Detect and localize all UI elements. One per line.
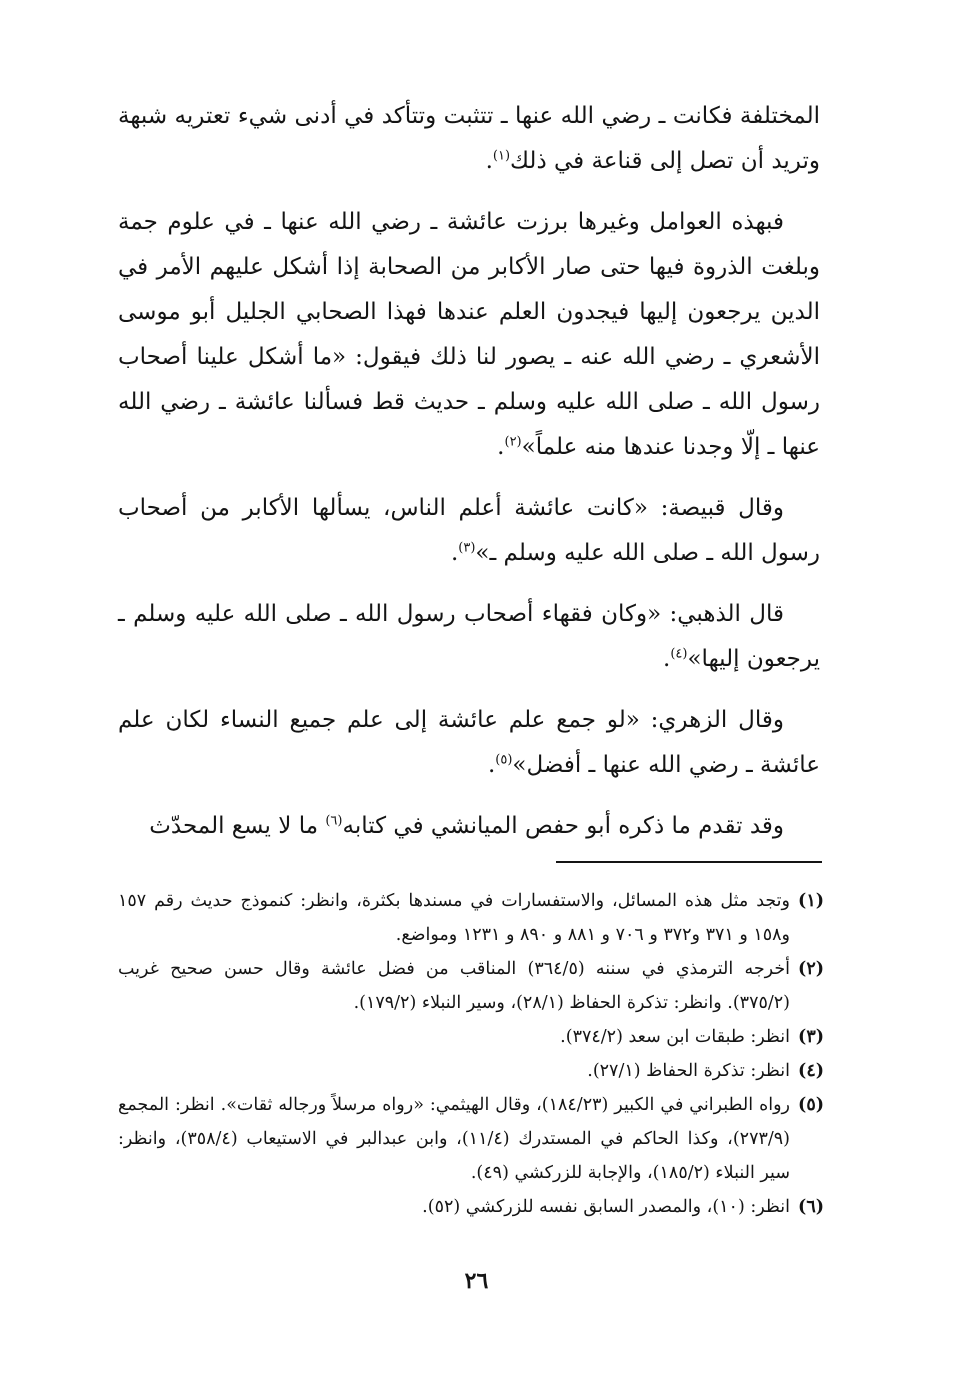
paragraph-1 <box>118 94 820 184</box>
page-number: ٢٦ <box>464 1268 489 1294</box>
footnote-4 <box>118 1054 824 1088</box>
paragraph-tail: . <box>485 148 493 174</box>
footnote-text: أخرجه الترمذي في سننه (٣٦٤/٥) المناقب من فضل عائشة وقال حسن صحيح غريب (٣٧٥/٢). وانظر: تذكرة الحفاظ (٢٨/١)، وسير النبلاء (١٧٩/٢). <box>118 959 791 1013</box>
paragraph-text: وقال الزهري: «لو جمع علم عائشة إلى علم جميع النساء لكان علم عائشة ـ رضي الله عنها ـ أفضل» <box>118 707 820 778</box>
main-text <box>118 94 820 865</box>
footnote-2 <box>118 952 824 1020</box>
footnote-ref-5: (٥) <box>495 752 513 768</box>
footnote-ref-1: (١) <box>492 148 511 164</box>
paragraph-text: المختلفة فكانت ـ رضي الله عنها ـ تتثبت وتتأكد في أدنى شيء تعتريه شبهة وتريد أن تصل إلى قناعة في ذلك <box>118 103 820 174</box>
paragraph-4 <box>118 592 820 682</box>
footnote-number: (٦) <box>798 1197 824 1217</box>
paragraph-text: وقد تقدم ما ذكره أبو حفص الميانشي في كتابه <box>342 813 784 839</box>
footnote-number: (٤) <box>798 1061 824 1081</box>
paragraph-6 <box>118 804 820 849</box>
footnote-ref-4: (٤) <box>670 646 688 662</box>
footnote-text: رواه الطبراني في الكبير (١٨٤/٢٣)، وقال الهيثمي: «رواه مرسلاً ورجاله ثقات». انظر: المجمع (٢٧٣/٩)، وكذا الحاكم في المستدرك (١١/٤)، وابن عبدالبر في الاستيعاب (٣٥٨/٤)، وانظر: سير النبلاء (١٨٥/٢)، والإجابة للزركشي (٤٩). <box>118 1095 790 1183</box>
paragraph-3 <box>118 486 820 576</box>
paragraph-5 <box>118 698 820 788</box>
paragraph-text: وقال قبيصة: «كانت عائشة أعلم الناس، يسألها الأكابر من أصحاب رسول الله ـ صلى الله عليه وسلم ـ» <box>118 495 820 566</box>
footnote-text: وتجد مثل هذه المسائل، والاستفسارات في مسندها بكثرة، وانظر: كنموذج حديث رقم ١٥٧ و١٥٨ و ٣٧١ و٣٧٢ و ٧٠٦ و ٨٨١ و ٨٩٠ و ١٢٣١ ومواضع. <box>118 891 790 945</box>
footnote-text: انظر: طبقات ابن سعد (٣٧٤/٢). <box>560 1027 790 1047</box>
footnote-ref-2: (٢) <box>504 434 522 450</box>
footnote-separator <box>556 861 822 863</box>
paragraph-tail: . <box>497 434 505 460</box>
footnote-3 <box>118 1020 824 1054</box>
footnote-number: (٢) <box>798 959 824 979</box>
footnote-ref-6: (٦) <box>325 813 343 829</box>
footnote-number: (٥) <box>798 1095 824 1115</box>
paragraph-text: قال الذهبي: «وكان فقهاء أصحاب رسول الله ـ صلى الله عليه وسلم ـ يرجعون إليها» <box>118 601 820 672</box>
footnote-1 <box>118 884 824 952</box>
paragraph-tail: . <box>450 540 459 566</box>
footnote-6 <box>118 1190 824 1224</box>
footnote-5 <box>118 1088 824 1190</box>
footnote-number: (٣) <box>798 1027 824 1047</box>
paragraph-tail: . <box>663 646 671 672</box>
footnote-text: انظر: (١٠)، والمصدر السابق نفسه للزركشي (٥٢). <box>422 1197 790 1217</box>
footnotes <box>118 884 824 1224</box>
footnote-text: انظر: تذكرة الحفاظ (٢٧/١). <box>587 1061 790 1081</box>
paragraph-tail: ما لا يسع المحدّث <box>149 813 326 839</box>
footnote-number: (١) <box>798 891 824 911</box>
paragraph-2 <box>118 200 820 470</box>
paragraph-text: فبهذه العوامل وغيرها برزت عائشة ـ رضي الله عنها ـ في علوم جمة وبلغت الذروة فيها حتى صار الأكابر من الصحابة إذا أشكل عليهم الأمر في الدين يرجعون إليها فيجدون العلم عندها فهذا الصحابي الجليل أبو موسى الأشعري ـ رضي الله عنه ـ يصور لنا ذلك فيقول: «ما أشكل علينا أصحاب رسول الله ـ صلى الله عليه وسلم ـ حديث قط فسألنا عائشة ـ رضي الله عنها ـ إلّا وجدنا عندها منه علماً» <box>118 209 820 460</box>
paragraph-tail: . <box>487 752 496 778</box>
footnote-ref-3: (٣) <box>458 540 476 556</box>
